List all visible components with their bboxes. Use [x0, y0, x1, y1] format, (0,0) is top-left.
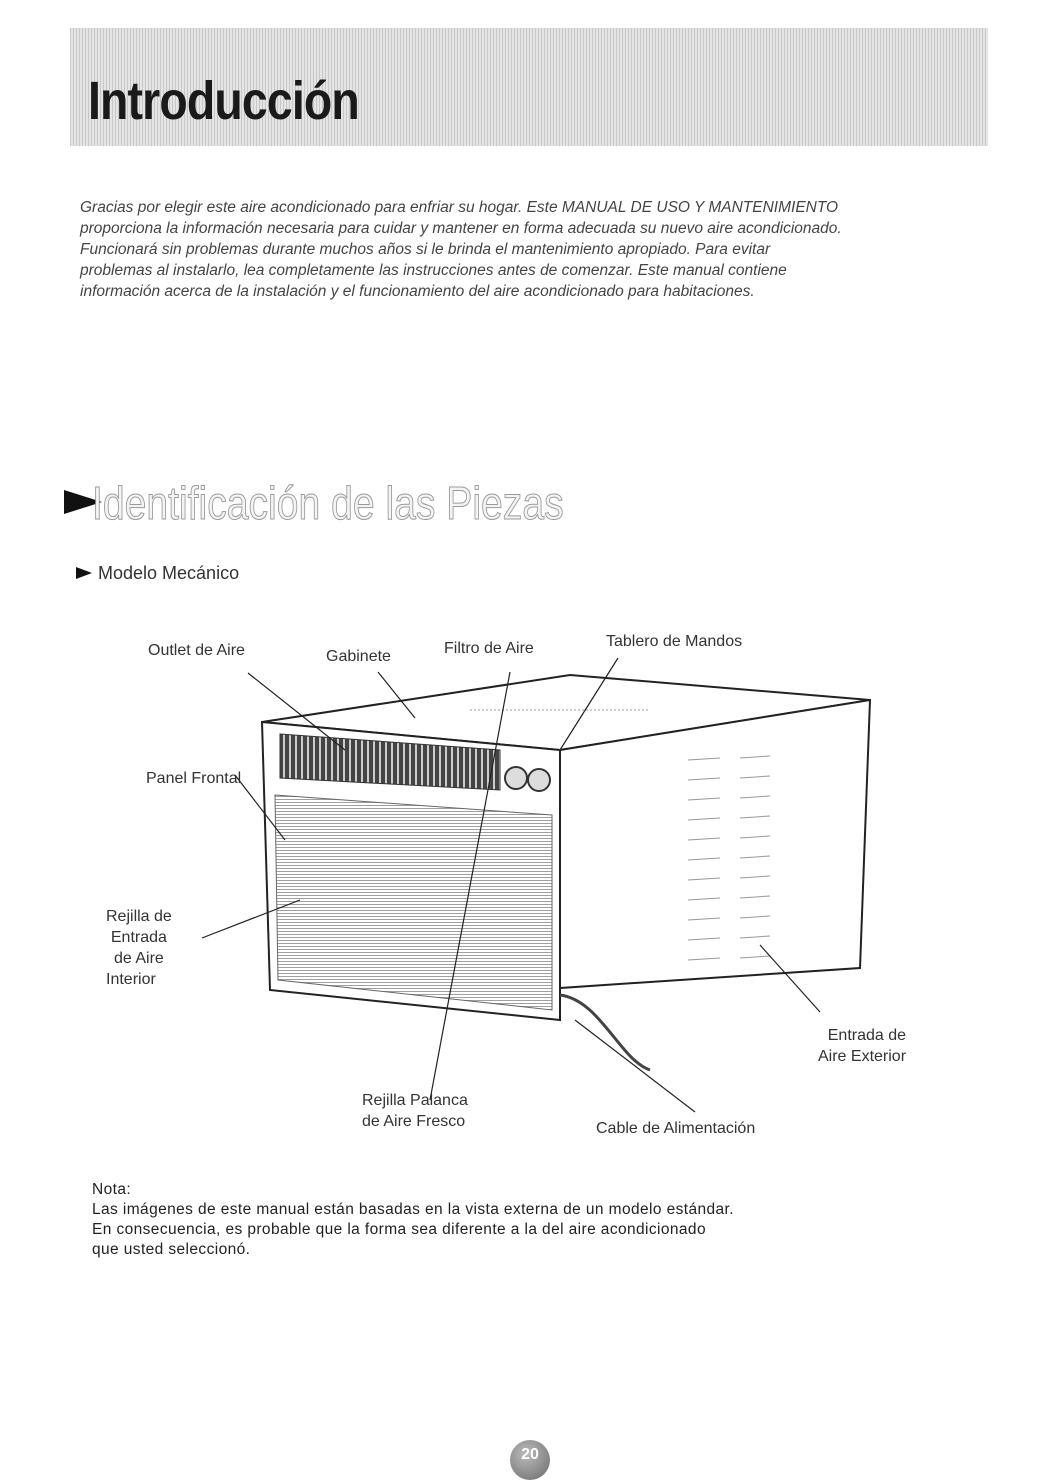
label-gabinete: Gabinete — [326, 648, 391, 665]
intake-grille — [275, 795, 552, 1010]
label-cable: Cable de Alimentación — [596, 1120, 756, 1137]
power-cable — [560, 995, 650, 1070]
page-number: 20 — [510, 1440, 550, 1480]
page-title: Introducción — [88, 71, 359, 131]
intro-paragraph — [80, 197, 1000, 302]
label-tablero: Tablero de Mandos — [606, 633, 743, 650]
label-rejilla-interior: Rejilla de Entrada de Aire Interior — [106, 908, 172, 988]
label-panel: Panel Frontal — [146, 770, 242, 787]
subsection-title: Modelo Mecánico — [98, 563, 240, 583]
label-entrada-exterior: Entrada de Aire Exterior — [818, 1027, 907, 1065]
cabinet-side — [560, 700, 870, 988]
intro-line: Gracias por elegir este aire acondicionado para enfriar su hogar. Este MANUAL DE USO Y MANTENIMIENTO — [80, 199, 839, 216]
note — [92, 1180, 734, 1260]
section-title: Identificación de las Piezas — [92, 477, 564, 529]
note-heading: Nota: — [92, 1181, 132, 1198]
intro-line: información acerca de la instalación y el funcionamiento del aire acondicionado para habitaciones. — [80, 283, 755, 300]
note-line: En consecuencia, es probable que la forma sea diferente a la del aire acondicionado — [92, 1221, 706, 1238]
label-palanca: Rejilla Palanca de Aire Fresco — [362, 1092, 468, 1130]
control-knob — [528, 769, 550, 791]
intro-line: proporciona la información necesaria para cuidar y mantener en forma adecuada su nuevo aire acondicionado. — [80, 220, 842, 237]
note-line: Las imágenes de este manual están basadas en la vista externa de un modelo estándar. — [92, 1201, 734, 1218]
label-filtro: Filtro de Aire — [444, 640, 534, 657]
intro-line: Funcionará sin problemas durante muchos años si le brinda el mantenimiento apropiado. Para evitar — [80, 241, 771, 258]
subsection-arrow-icon — [76, 567, 92, 579]
control-knob — [505, 767, 527, 789]
intro-line: problemas al instalarlo, lea completamente las instrucciones antes de comenzar. Este manual contiene — [80, 262, 787, 279]
label-outlet: Outlet de Aire — [148, 642, 245, 659]
note-line: que usted seleccionó. — [92, 1241, 251, 1258]
